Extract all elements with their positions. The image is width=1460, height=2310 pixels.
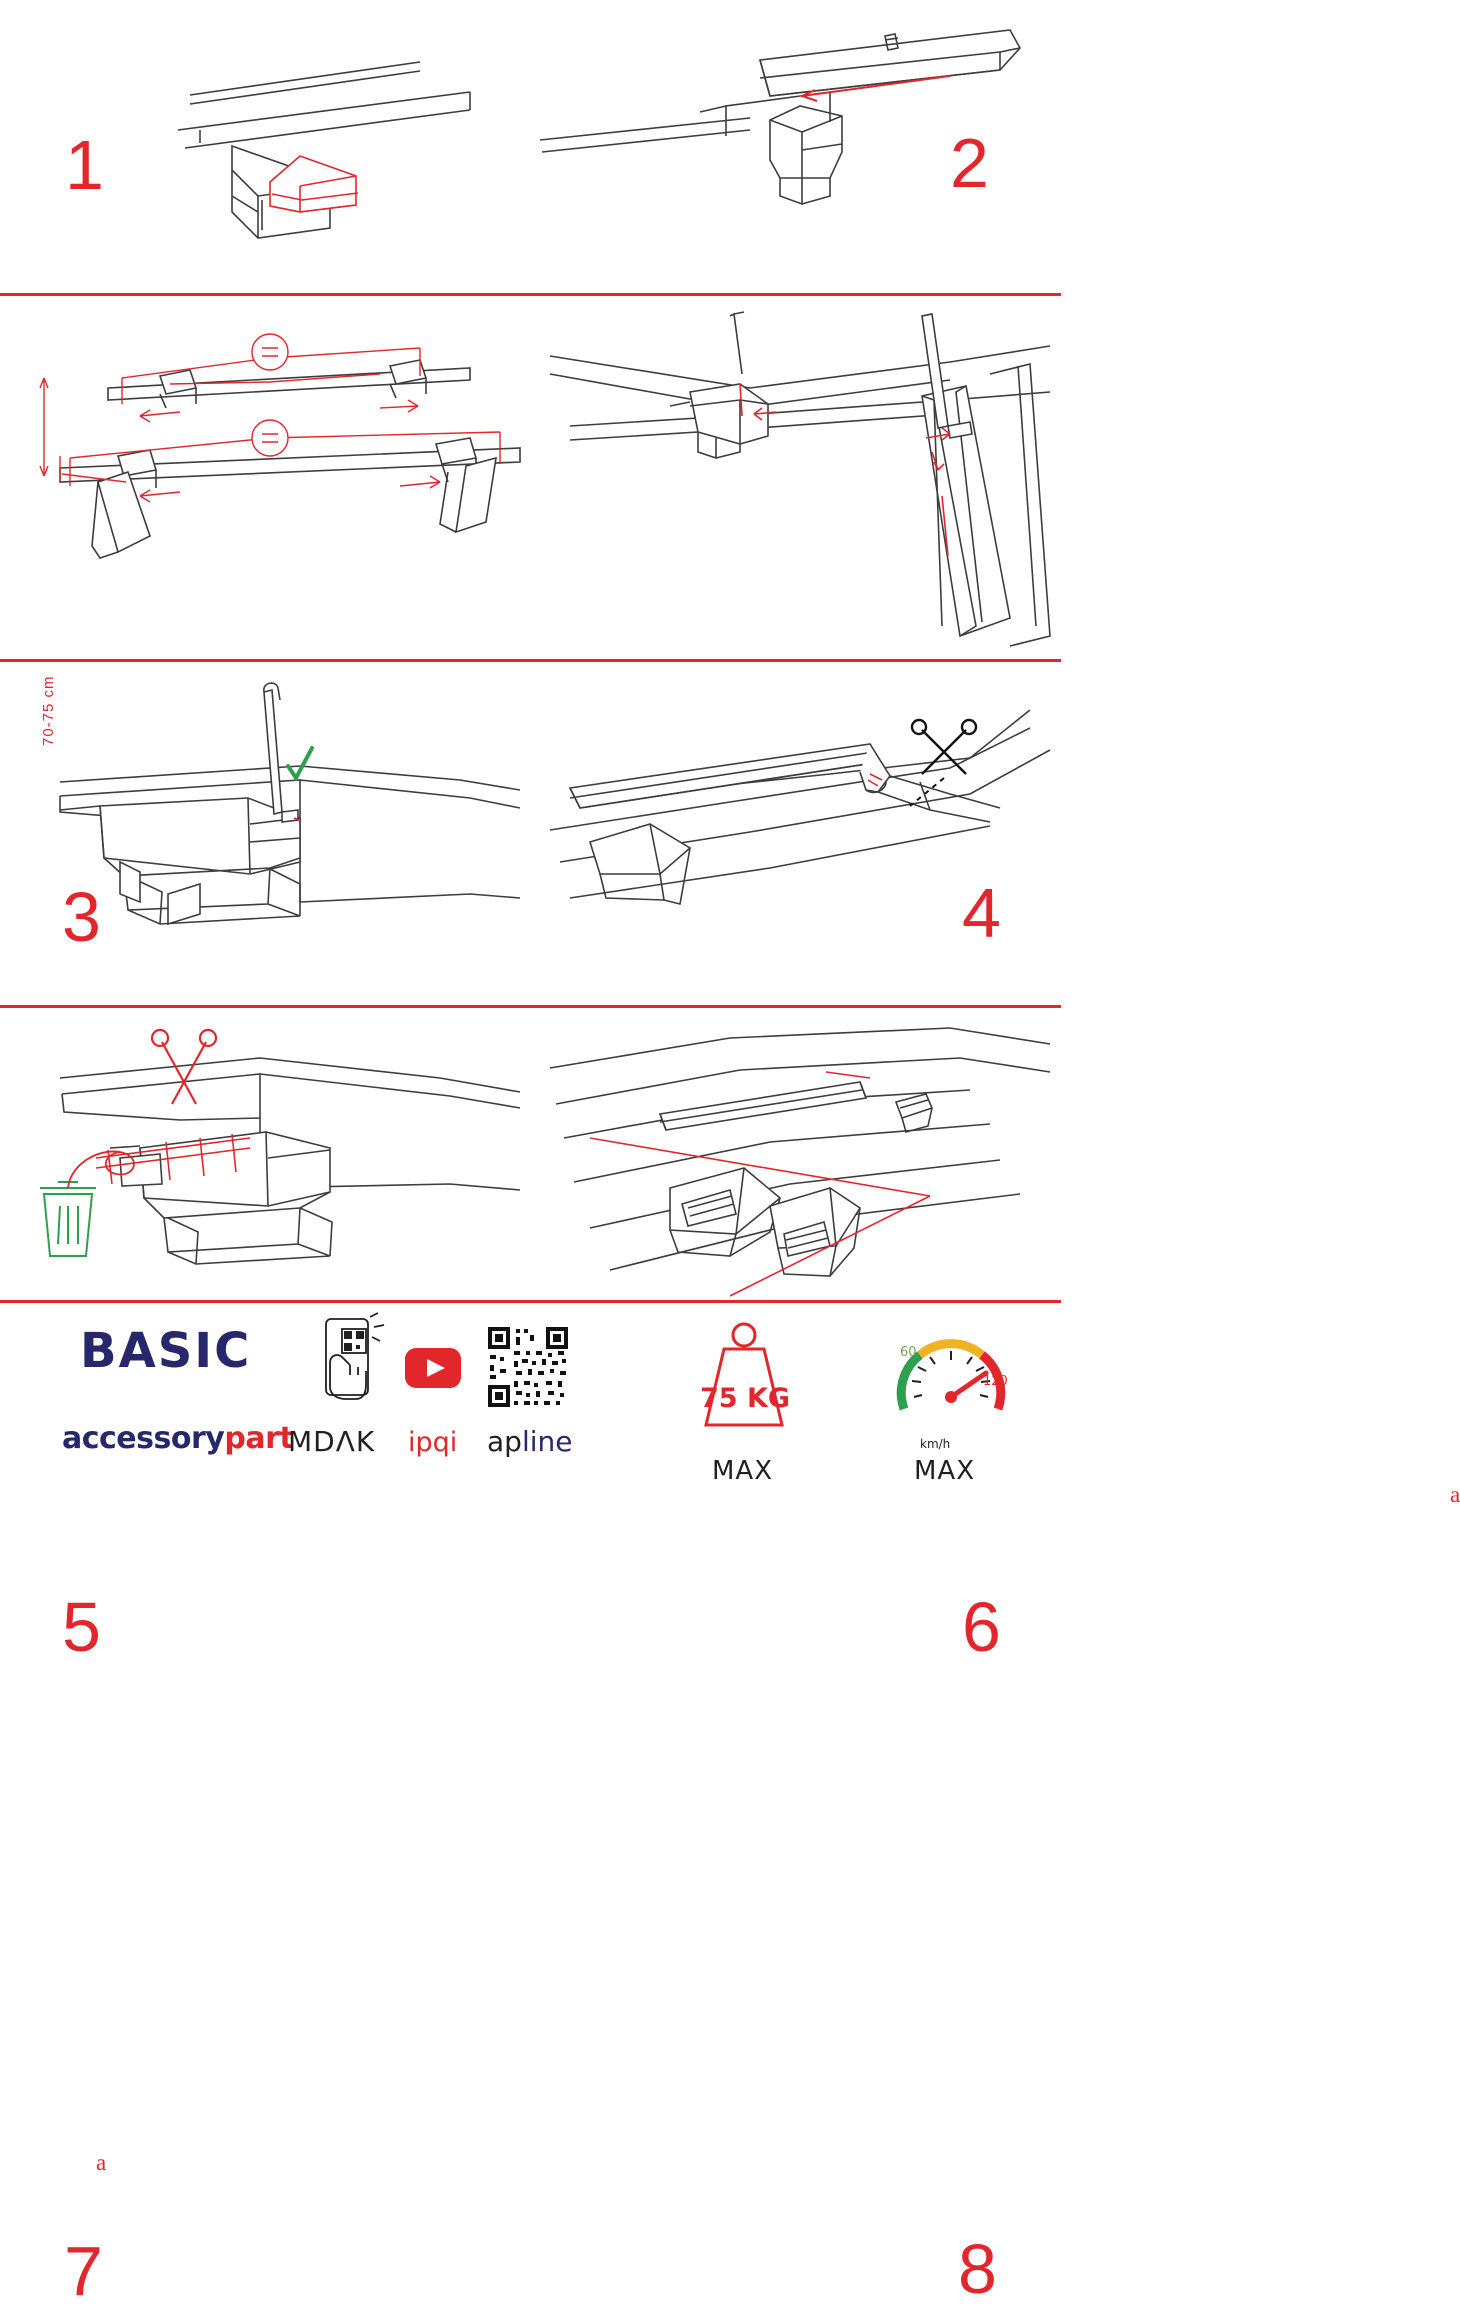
step-panel-4 — [530, 296, 1061, 952]
step-number-2: 2 — [950, 124, 988, 202]
part-label-a-step6: a — [1450, 1482, 1460, 1507]
step-number-4: 4 — [962, 874, 1000, 952]
step-number-3: 3 — [62, 878, 100, 956]
apline-part1: ap — [487, 1425, 522, 1458]
step-panel-1 — [0, 0, 530, 293]
bar-spacing-dimension: 70-75 cm — [40, 675, 57, 746]
apline-part2: line — [521, 1425, 573, 1458]
part-label-a-step7: a — [96, 2150, 107, 2175]
phone-scan-icon — [312, 1315, 388, 1416]
step-number-8: 8 — [958, 2230, 996, 2308]
accessorypart-logo — [62, 1421, 293, 1456]
accessorypart-part1: accessory — [62, 1421, 225, 1456]
max-load-value: 75 KG — [700, 1383, 791, 1414]
step-number-1: 1 — [65, 126, 103, 204]
ipqi-logo: ipqi — [408, 1427, 458, 1458]
step-number-6: 6 — [962, 1588, 1000, 1666]
step-panel-3 — [0, 296, 530, 956]
max-load-icon — [684, 1317, 804, 1442]
accessorypart-part2: part — [224, 1421, 294, 1456]
basic-logo: BASIC — [80, 1323, 252, 1379]
step-panel-2 — [530, 0, 1061, 293]
step-number-5: 5 — [62, 1588, 100, 1666]
step-number-7: 7 — [64, 2232, 102, 2310]
apline-logo — [487, 1425, 572, 1458]
max-speed-label: MAX — [914, 1456, 976, 1486]
max-load-label: MAX — [712, 1456, 774, 1486]
gauge-tick-60: 60 — [900, 1345, 917, 1360]
qr-code[interactable] — [486, 1325, 570, 1414]
youtube-icon[interactable] — [404, 1347, 462, 1394]
gauge-tick-120: 120 — [983, 1374, 1008, 1389]
mdak-logo: MDΛK — [288, 1425, 376, 1458]
speed-unit-label: km/h — [920, 1437, 951, 1451]
